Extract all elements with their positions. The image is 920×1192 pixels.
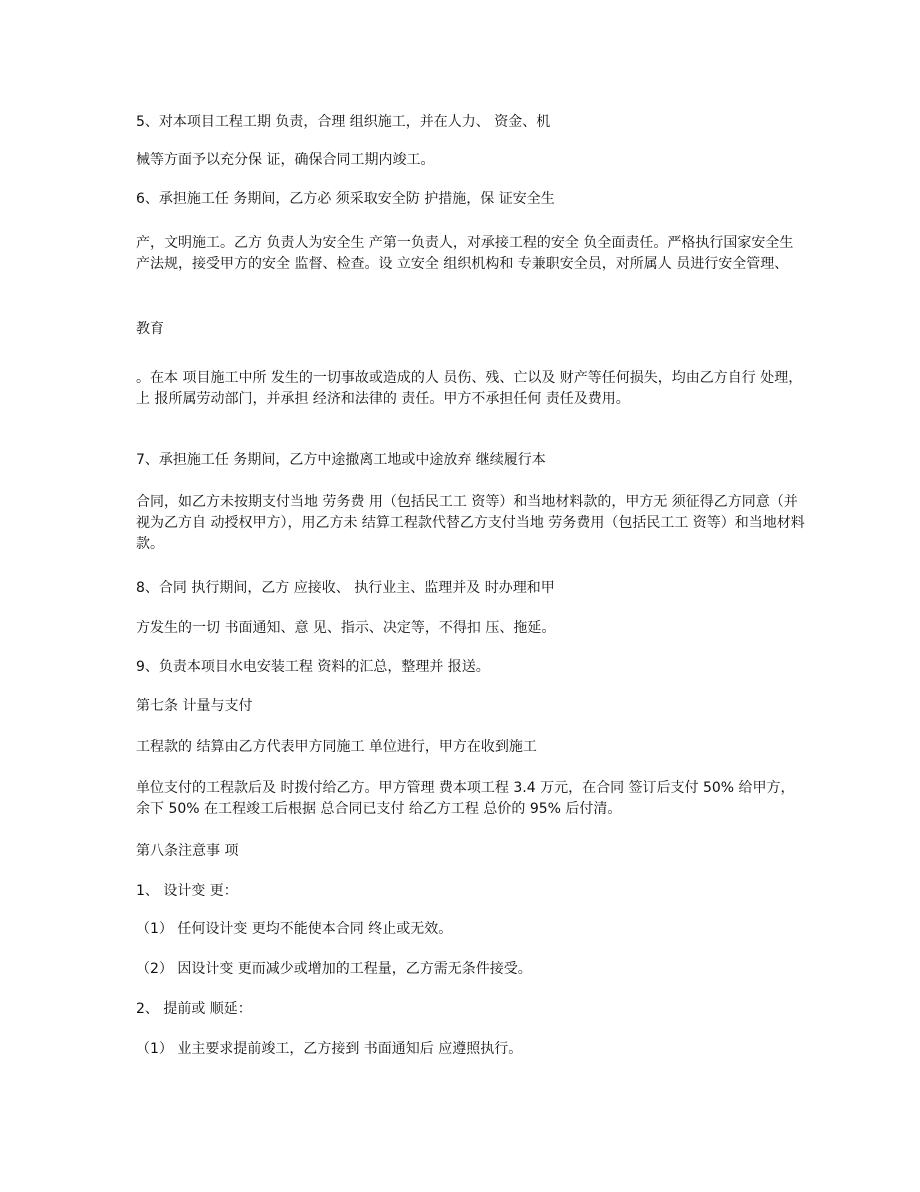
- list-item: （1） 任何设计变 更均不能使本合同 终止或无效。: [136, 921, 453, 937]
- paragraph-line: 5、对本项目工程工期 负责，合理 组织施工，并在人力、 资金、机: [136, 114, 551, 130]
- paragraph-block: 。在本 项目施工中所 发生的一切事故或造成的人 员伤、残、亡以及 财产等任何损失，均由乙方自行 处理，上 报所属劳动部门，并承担 经济和法律的 责任。甲方不承担任何 责任及费用。: [136, 370, 803, 407]
- paragraph-line: 8、合同 执行期间，乙方 应接收、 执行业主、监理并及 时办理和甲: [136, 580, 555, 596]
- list-item: 1、 设计变 更：: [136, 883, 238, 899]
- paragraph-line: 9、负责本项目水电安装工程 资料的汇总，整理并 报送。: [136, 659, 490, 675]
- list-item: （2） 因设计变 更而减少或增加的工程量，乙方需无条件接受。: [136, 961, 532, 977]
- list-item: （1） 业主要求提前竣工，乙方接到 书面通知后 应遵照执行。: [136, 1041, 523, 1057]
- paragraph-block: 合同，如乙方未按期支付当地 劳务费 用（包括民工工 资等）和当地材料款的，甲方无 须征得乙方同意（并 视为乙方自 动授权甲方），用乙方未 结算工程款代替乙方支付当地 劳务费用（包括民工工 资等）和当地材料款。: [136, 494, 805, 552]
- paragraph-line: 7、承担施工任 务期间，乙方中途撤离工地或中途放弃 继续履行本: [136, 452, 546, 468]
- paragraph-line: 械等方面予以充分保 证，确保合同工期内竣工。: [136, 152, 435, 168]
- paragraph-line: 教育: [136, 321, 164, 337]
- list-item: 2、 提前或 顺延：: [136, 1001, 252, 1017]
- section-heading: 第八条注意事 项: [136, 843, 239, 859]
- section-heading: 第七条 计量与支付: [136, 698, 253, 714]
- paragraph-block: 单位支付的工程款后及 时拨付给乙方。甲方管理 费本项工程 3.4 万元，在合同 签订后支付 50% 给甲方，余下 50% 在工程竣工后根据 总合同已支付 给乙方工程 总价的 95% 后付清。: [136, 780, 795, 817]
- paragraph-line: 6、承担施工任 务期间，乙方必 须采取安全防 护措施，保 证安全生: [136, 191, 555, 207]
- paragraph-line: 工程款的 结算由乙方代表甲方同施工 单位进行，甲方在收到施工: [136, 739, 537, 755]
- paragraph-line: 方发生的一切 书面通知、意 见、指示、决定等，不得扣 压、拖延。: [136, 620, 556, 636]
- paragraph-block: 产，文明施工。乙方 负责人为安全生 产第一负责人，对承接工程的安全 负全面责任。严格执行国家安全生 产法规，接受甲方的安全 监督、检查。设 立安全 组织机构和 专兼职安全员，对所属人 员进行安全管理、: [136, 235, 794, 272]
